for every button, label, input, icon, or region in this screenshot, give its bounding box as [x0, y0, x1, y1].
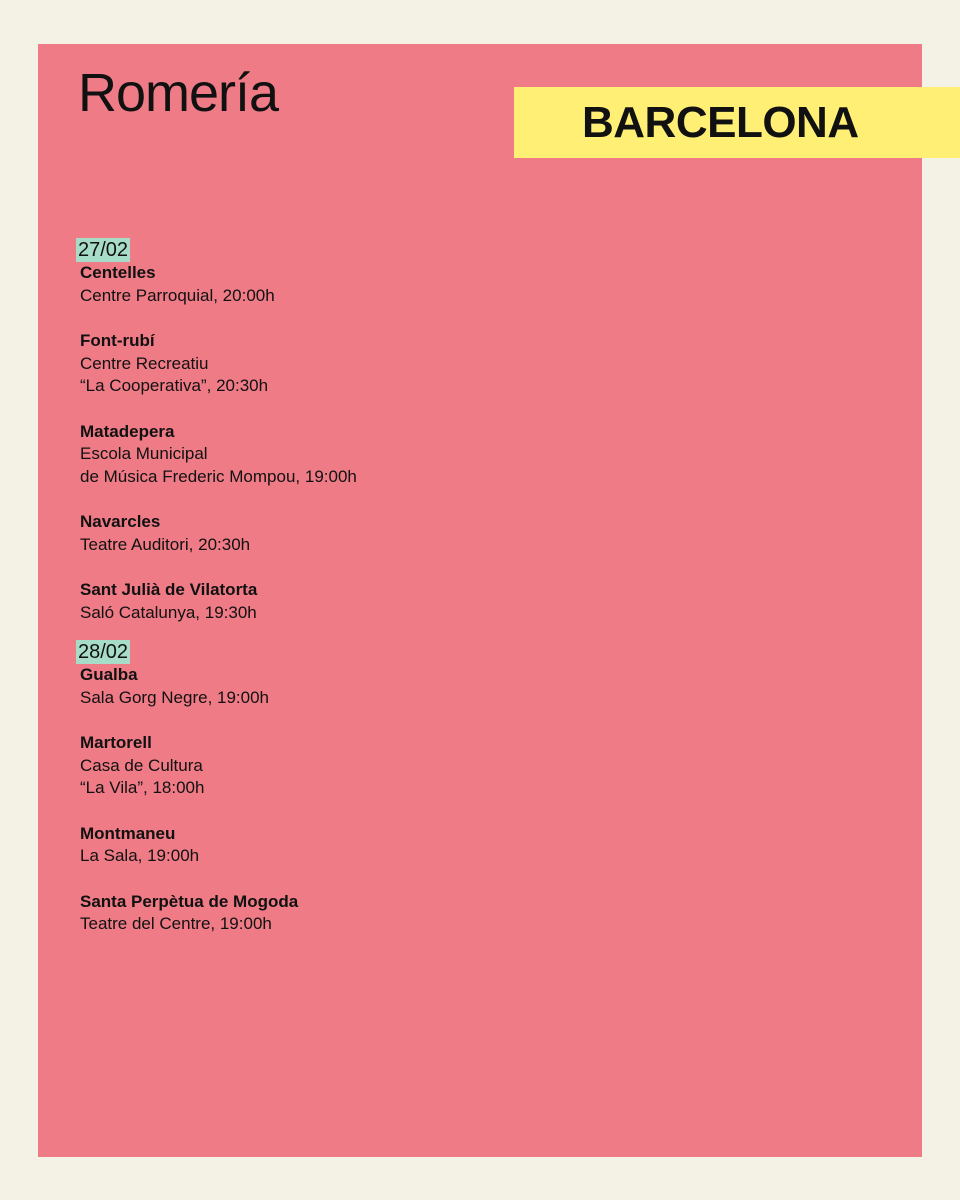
event-town: Montmaneu	[80, 823, 176, 843]
event-town: Sant Julià de Vilatorta	[80, 580, 258, 599]
event-venue: Centre Recreatiu	[80, 353, 209, 373]
page-title: Romería	[78, 63, 279, 123]
schedule-list	[80, 238, 680, 952]
event-venue: Saló Catalunya, 19:30h	[80, 602, 257, 622]
day-group	[80, 640, 680, 936]
event-item	[80, 511, 680, 556]
event-town: Font-rubí	[80, 331, 155, 350]
event-item	[80, 732, 680, 800]
event-item	[80, 664, 680, 709]
event-venue: Centre Parroquial, 20:00h	[80, 285, 275, 305]
event-town: Santa Perpètua de Mogoda	[80, 891, 299, 911]
event-town: Gualba	[80, 665, 138, 684]
event-town: Navarcles	[80, 512, 161, 531]
event-venue: Sala Gorg Negre, 19:00h	[80, 687, 270, 707]
event-venue: “La Vila”, 18:00h	[80, 778, 205, 797]
event-item	[80, 262, 680, 307]
event-venue: Casa de Cultura	[80, 755, 203, 775]
date-badge: 27/02	[78, 239, 129, 261]
event-town: Matadepera	[80, 421, 175, 441]
event-item	[80, 421, 680, 489]
event-venue: Escola Municipal	[80, 444, 208, 463]
event-venue: La Sala, 19:00h	[80, 846, 200, 865]
event-venue: Teatre del Centre, 19:00h	[80, 914, 272, 933]
event-town: Martorell	[80, 733, 152, 752]
region-label: BARCELONA	[582, 97, 859, 147]
event-venue: Teatre Auditori, 20:30h	[80, 534, 251, 554]
event-venue: de Música Frederic Mompou, 19:00h	[80, 466, 357, 486]
day-group	[80, 238, 680, 624]
event-item	[80, 891, 680, 936]
event-item	[80, 579, 680, 624]
region-banner	[514, 87, 960, 158]
event-venue: “La Cooperativa”, 20:30h	[80, 376, 269, 395]
event-town: Centelles	[80, 263, 156, 282]
event-item	[80, 823, 680, 868]
event-item	[80, 330, 680, 398]
date-badge: 28/02	[78, 641, 129, 663]
